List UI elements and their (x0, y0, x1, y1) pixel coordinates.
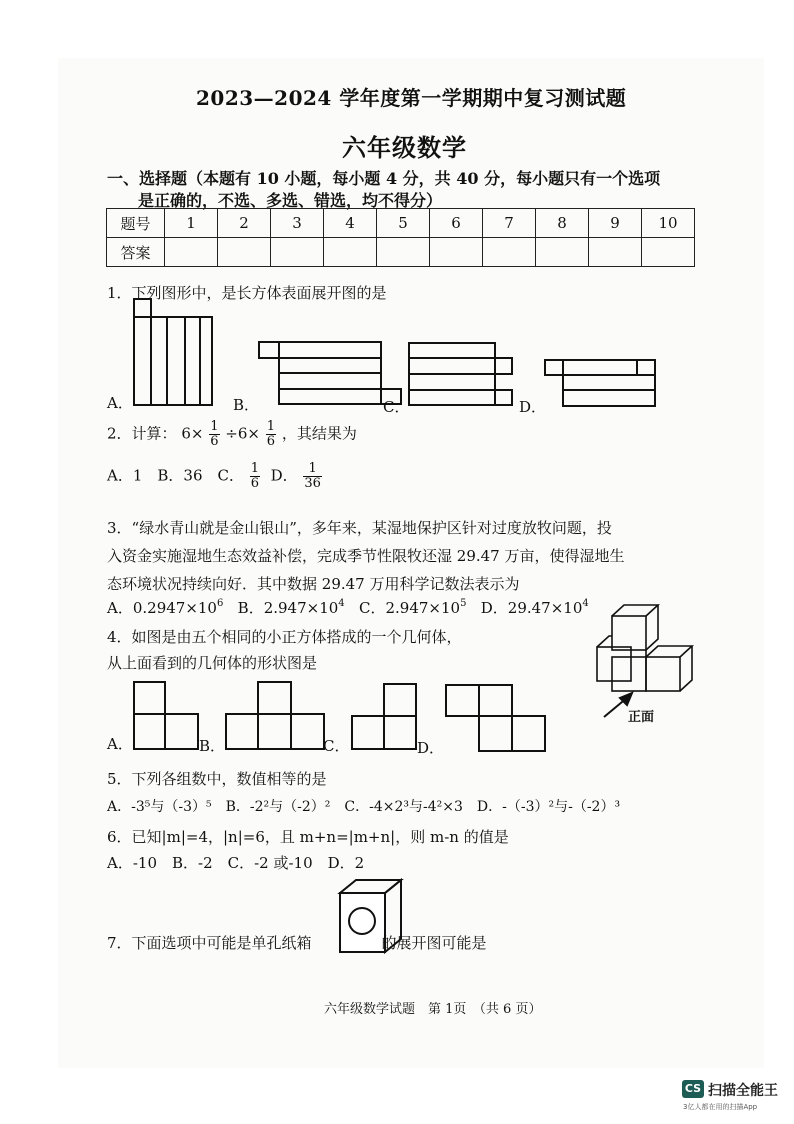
table-cell-number: 4 (324, 209, 377, 238)
q3-option-b-text: B．2.947×10 (237, 599, 339, 617)
q4-option-c[interactable]: C． (323, 737, 350, 755)
question-5-stem: 5．下列各组数中，数值相等的是 (107, 770, 327, 788)
fraction-denominator: 6 (266, 434, 276, 449)
table-header-answer: 答案 (107, 238, 165, 267)
question-6-stem: 6．已知|m|=4，|n|=6，且 m+n=|m+n|，则 m-n 的值是 (107, 828, 509, 846)
q3-option-a-exponent: 6 (216, 598, 224, 609)
q1-option-c[interactable]: C． (383, 398, 410, 416)
table-header-number: 题号 (107, 209, 165, 238)
q4-option-b[interactable]: B． (199, 737, 226, 755)
q3-option-c-text: C．2.947×10 (358, 599, 461, 617)
q2-expr-b: ÷6× (225, 424, 260, 443)
question-1-stem: 1．下列图形中，是长方体表面展开图的是 (107, 284, 387, 302)
question-7-stem (107, 932, 487, 953)
question-5-options[interactable]: A．-3⁵与（-3）⁵ B．-2²与（-2）² C．-4×2³与-4²×3 D．-（-3）²与-（-2）³ (107, 799, 621, 815)
page-footer: 六年级数学试题 第 1页 （共 6 页） (324, 1002, 542, 1017)
q3-option-a-text: A．0.2947×10 (107, 599, 217, 617)
fraction-numerator: 1 (303, 462, 322, 477)
q3-option-c-exponent: 5 (460, 598, 467, 609)
section-heading-line1: 一、选择题（本题有 10 小题，每小题 4 分，共 40 分，每小题只有一个选项 (107, 169, 661, 188)
fraction-numerator: 1 (250, 461, 260, 476)
camscanner-tagline: 3亿人都在用的扫描App (683, 1103, 758, 1111)
table-cell-number: 9 (589, 209, 642, 238)
table-cell-number: 1 (165, 209, 218, 238)
q2-options-abc[interactable]: A．1 B．36 C． (107, 466, 244, 485)
q1-option-d[interactable]: D． (519, 398, 547, 416)
section-heading-line2: 是正确的，不选、多选、错选，均不得分） (138, 191, 443, 210)
question-4-line1: 4．如图是由五个相同的小正方体搭成的一个几何体， (107, 628, 462, 646)
table-cell-number: 10 (642, 209, 695, 238)
q1-option-a[interactable]: A． (107, 394, 133, 412)
fraction-denominator: 6 (210, 434, 219, 449)
q2-stem-prefix: 2．计算： (107, 424, 177, 443)
question-3-line1: 3．“绿水青山就是金山银山”，多年来，某湿地保护区针对过度放牧问题，投 (107, 519, 612, 537)
q2-stem-suffix: ，其结果为 (281, 424, 357, 443)
q1-option-b[interactable]: B． (233, 396, 260, 414)
question-6-options[interactable]: A．-10 B．-2 C．-2 或-10 D．2 (107, 854, 365, 872)
question-3-line2: 入资金实施湿地生态效益补偿，完成季节性限牧还湿 29.47 万亩，使得湿地生 (107, 547, 625, 565)
table-cell-number: 2 (218, 209, 271, 238)
q3-option-d-exponent: 4 (582, 598, 589, 609)
q2-expr-a: 6× (181, 424, 204, 443)
camscanner-logo-icon: CS (682, 1080, 704, 1098)
q3-option-d-text: D．29.47×10 (480, 599, 583, 617)
front-view-label: 正面 (628, 710, 655, 725)
table-cell-number: 5 (377, 209, 430, 238)
q4-option-d[interactable]: D． (417, 739, 445, 757)
camscanner-name: 扫描全能王 (708, 1083, 778, 1099)
question-4-line2: 从上面看到的几何体的形状图是 (107, 654, 318, 672)
table-cell-number: 8 (536, 209, 589, 238)
fraction-denominator: 36 (304, 476, 321, 491)
fraction-numerator: 1 (266, 419, 276, 434)
table-cell-number: 3 (271, 209, 324, 238)
q4-option-a[interactable]: A． (107, 735, 133, 753)
question-3-line3: 态环境状况持续向好．其中数据 29.47 万用科学记数法表示为 (107, 575, 520, 593)
q7-stem-prefix: 7．下面选项中可能是单孔纸箱 (107, 934, 312, 952)
fraction-denominator: 6 (250, 476, 260, 491)
q2-option-d[interactable]: D． (270, 466, 298, 485)
q3-option-b-exponent: 4 (338, 598, 345, 609)
q7-stem-suffix: 的展开图可能是 (381, 934, 487, 952)
exam-title: 2023—2024 学年度第一学期期中复习测试题 (196, 86, 627, 110)
table-cell-number: 7 (483, 209, 536, 238)
table-cell-number: 6 (430, 209, 483, 238)
subject-title: 六年级数学 (342, 133, 467, 162)
fraction-numerator: 1 (210, 419, 219, 434)
